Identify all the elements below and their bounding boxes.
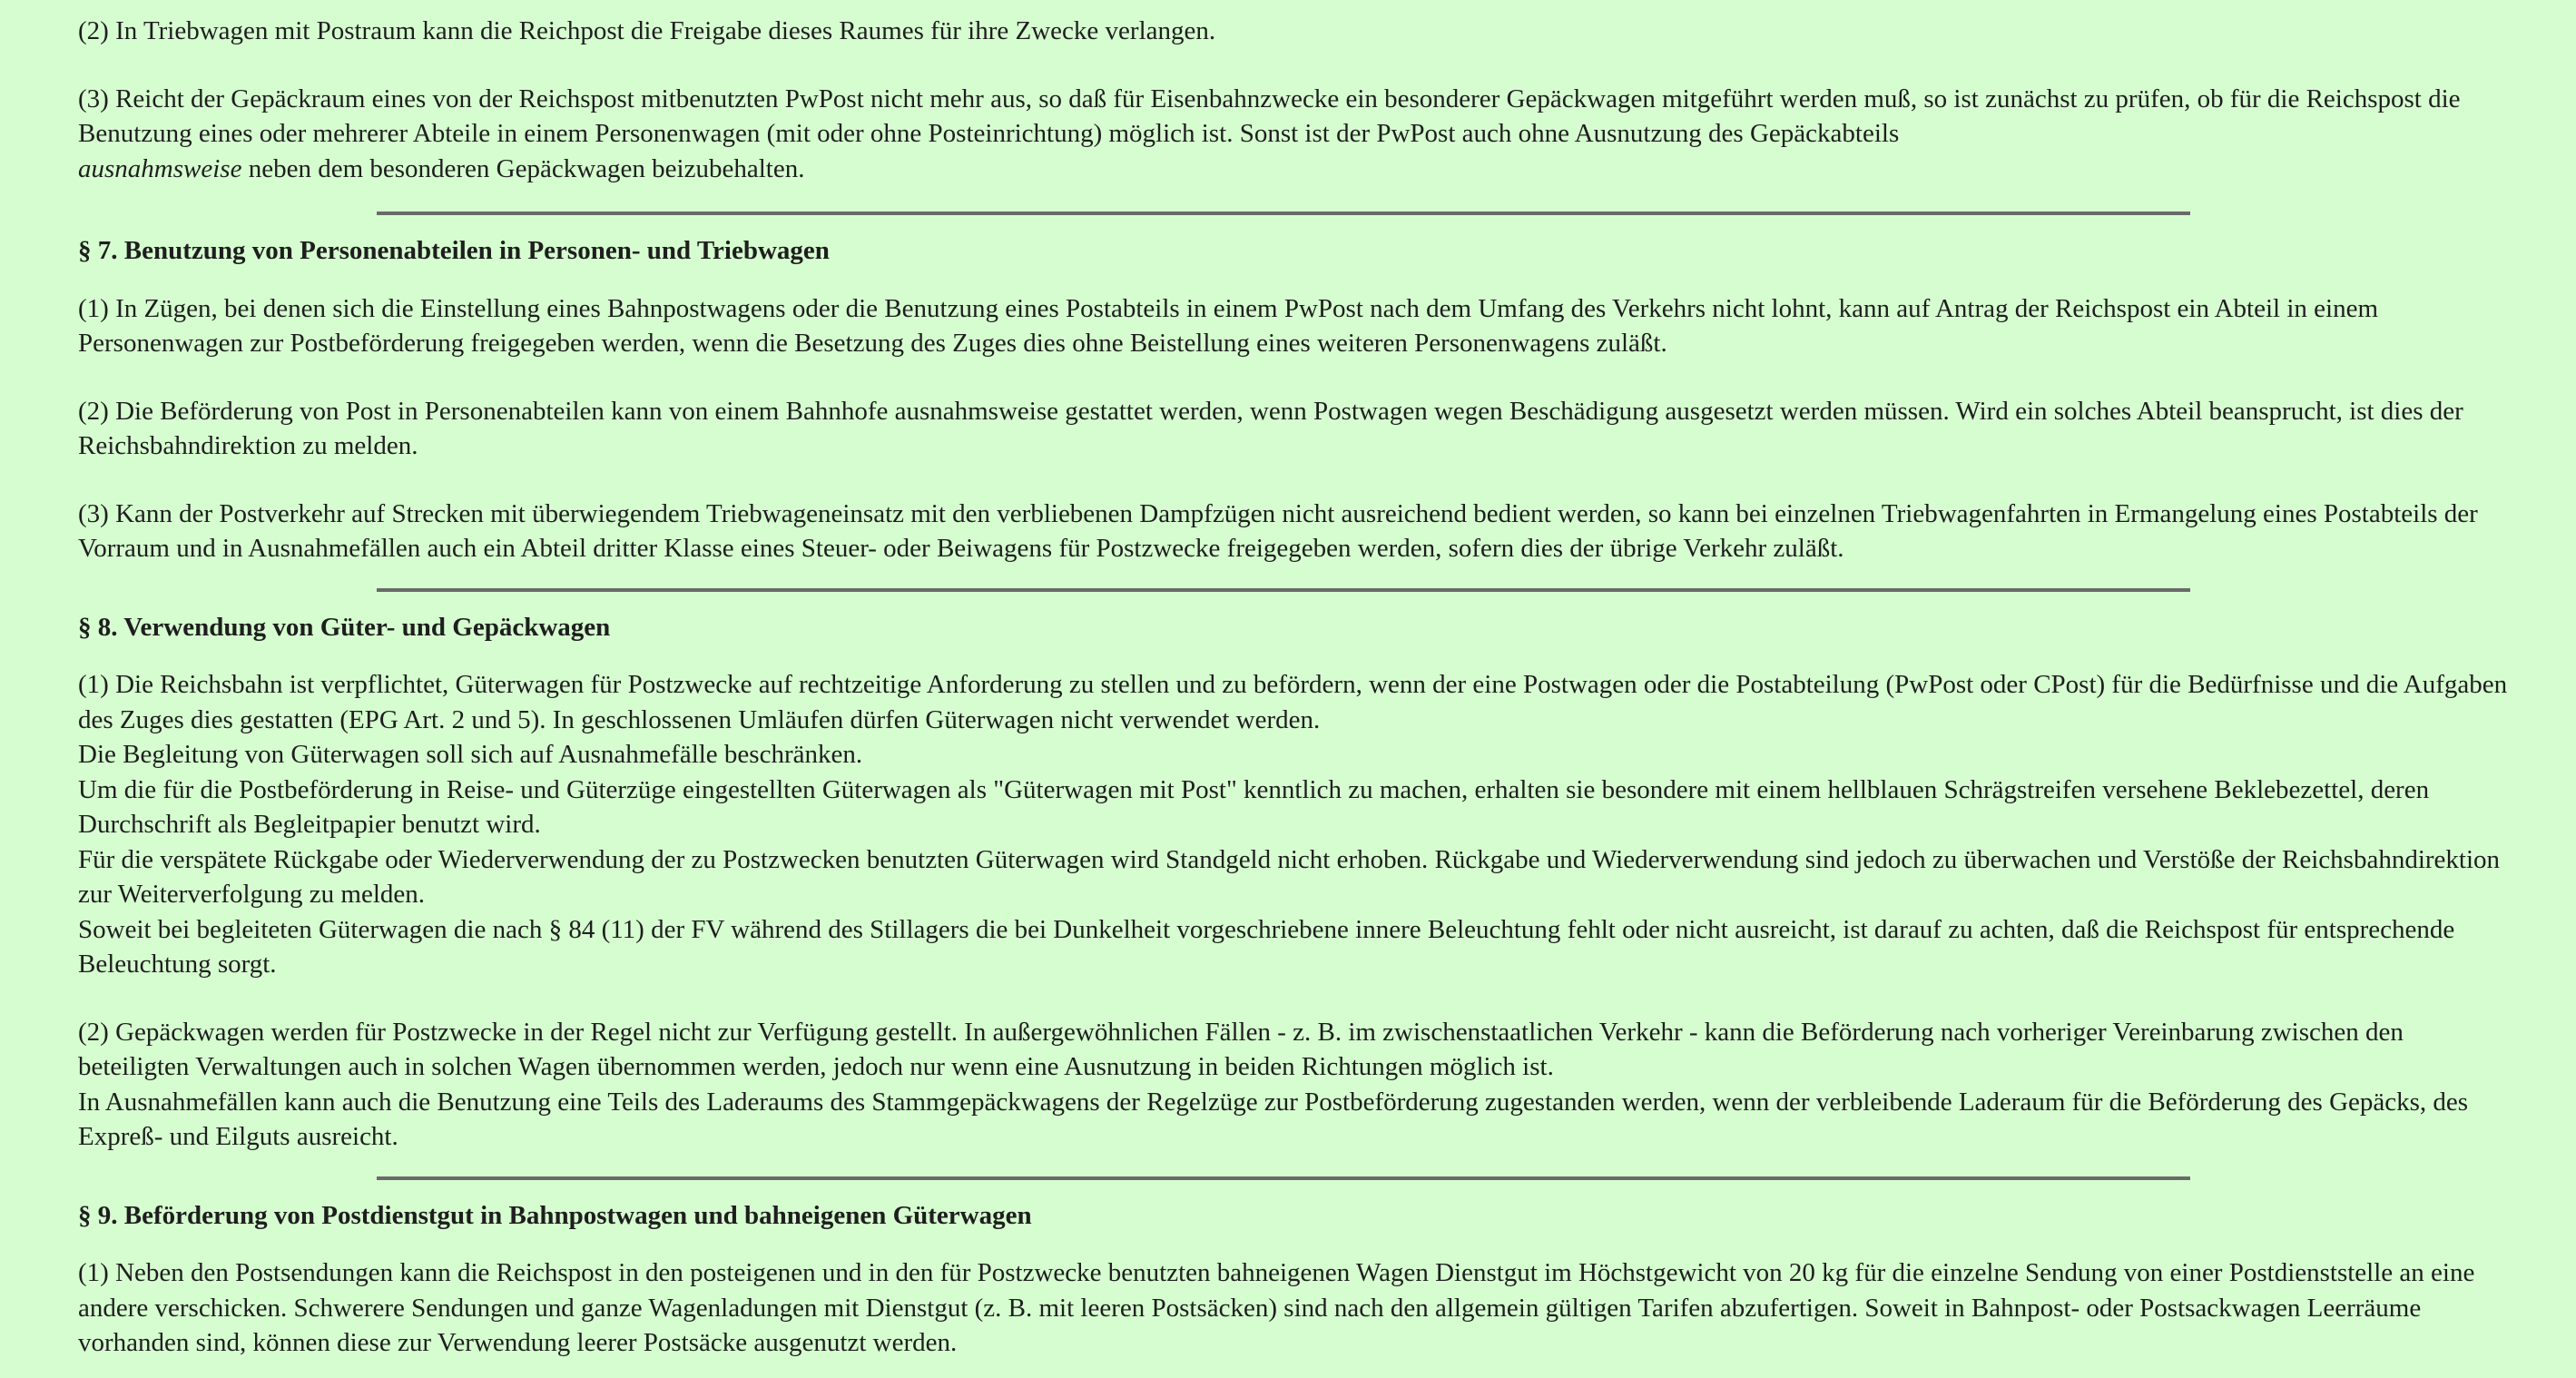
paragraph-8-2-line: (2) Gepäckwagen werden für Postzwecke in der Regel nicht zur Verfügung gestellt. In außergewöhnlichen Fällen - z. B. im zwischenstaatlichen Verkehr - kann die Beförderung nach vorheriger Vereinbarung zwischen den beteiligten Verwaltungen auch in solchen Wagen übernommen werden, jedoch nur wenn eine Ausnutzung in beiden Richtungen möglich ist. — [78, 1017, 2404, 1081]
paragraph-8-1-line: Um die für die Postbeförderung in Reise- und Güterzüge eingestellten Güterwagen als "Güterwagen mit Post" kenntlich zu machen, erhalten sie besondere mit einem hellblauen Schrägstreifen versehene Beklebezettel, deren Durchschrift als Begleitpapier benutzt wird. — [78, 774, 2430, 839]
emphasis-ausnahmsweise: ausnahmsweise — [78, 153, 242, 183]
paragraph-8-1-line: Für die verspätete Rückgabe oder Wiederverwendung der zu Postzwecken benutzten Güterwagen wird Standgeld nicht erhoben. Rückgabe und Wiederverwendung sind jedoch zu überwachen und Verstöße der Reichsbahndirektion zur Weiterverfolgung zu melden. — [78, 844, 2501, 909]
paragraph-8-1-line: Die Begleitung von Güterwagen soll sich auf Ausnahmefälle beschränken. — [78, 740, 863, 769]
paragraph-8-1-line: (1) Die Reichsbahn ist verpflichtet, Güterwagen für Postzwecke auf rechtzeitige Anforderung zu stellen und zu befördern, wenn der eine Postwagen oder die Postabteilung (PwPost oder CPost) für die Bedürfnisse und die Aufgaben des Zuges dies gestatten (EPG Art. 2 und 5). In geschlossenen Umläufen dürfen Güterwagen nicht verwendet werden. — [78, 670, 2508, 734]
paragraph-8-1 — [78, 667, 2511, 982]
section-7-heading: § 7. Benutzung von Personenabteilen in Personen- und Triebwagen — [78, 236, 830, 265]
paragraph-7-2: (2) Die Beförderung von Post in Personenabteilen kann von einem Bahnhofe ausnahmsweise gestattet werden, wenn Postwagen wegen Beschädigung ausgesetzt werden müssen. Wird ein solches Abteil beansprucht, ist dies der Reichsbahndirektion zu melden. — [78, 396, 2463, 460]
section-9-heading: § 9. Beförderung von Postdienstgut in Bahnpostwagen und bahneigenen Güterwagen — [78, 1200, 1032, 1230]
paragraph-8-2-line: In Ausnahmefällen kann auch die Benutzung eine Teils des Laderaums des Stammgepäckwagens der Regelzüge zur Postbeförderung zugestanden werden, wenn der verbleibende Laderaum für die Beförderung des Gepäcks, des Expreß- und Eilguts ausreicht. — [78, 1087, 2469, 1151]
paragraph-8-1-line: Soweit bei begleiteten Güterwagen die nach § 84 (11) der FV während des Stillagers die bei Dunkelheit vorgeschriebene innere Beleuchtung fehlt oder nicht ausreicht, ist darauf zu achten, daß die Reichspost für entsprechende Beleuchtung sorgt. — [78, 914, 2455, 979]
paragraph-7-1: (1) In Zügen, bei denen sich die Einstellung eines Bahnpostwagens oder die Benutzung eines Postabteils in einem PwPost nach dem Umfang des Verkehrs nicht lohnt, kann auf Antrag der Reichspost ein Abteil in einem Personenwagen zur Postbeförderung freigegeben werden, wenn die Besetzung des Zuges dies ohne Beistellung eines weiteren Personenwagens zuläßt. — [78, 293, 2379, 358]
paragraph-7-3: (3) Kann der Postverkehr auf Strecken mit überwiegendem Triebwageneinsatz mit den verbliebenen Dampfzügen nicht ausreichend bedient werden, so kann bei einzelnen Triebwagenfahrten in Ermangelung eines Postabteils der Vorraum und in Ausnahmefällen auch ein Abteil dritter Klasse eines Steuer- oder Beiwagens für Postzwecke freigegeben werden, sofern dies der übrige Verkehr zuläßt. — [78, 498, 2478, 563]
paragraph-6-2: (2) In Triebwagen mit Postraum kann die Reichpost die Freigabe dieses Raumes für ihre Zwecke verlangen. — [78, 16, 1216, 45]
paragraph-8-2 — [78, 1015, 2511, 1155]
document-body — [78, 14, 2511, 1361]
paragraph-6-3-tail: neben dem besonderen Gepäckwagen beizubehalten. — [241, 153, 805, 183]
paragraph-6-3 — [78, 82, 2511, 187]
section-8-heading: § 8. Verwendung von Güter- und Gepäckwagen — [78, 612, 611, 642]
paragraph-6-3-lead: (3) Reicht der Gepäckraum eines von der Reichspost mitbenutzten PwPost nicht mehr aus, so daß für Eisenbahnzwecke ein besonderer Gepäckwagen mitgeführt werden muß, so ist zunächst zu prüfen, ob für die Reichspost die Benutzung eines oder mehrerer Abteile in einem Personenwagen (mit oder ohne Posteinrichtung) möglich ist. Sonst ist der PwPost auch ohne Ausnutzung des Gepäckabteils — [78, 84, 2461, 148]
paragraph-9-1: (1) Neben den Postsendungen kann die Reichspost in den posteigenen und in den für Postzwecke benutzten bahneigenen Wagen Dienstgut im Höchstgewicht von 20 kg für die einzelne Sendung von einer Postdienststelle an eine andere verschicken. Schwerere Sendungen und ganze Wagenladungen mit Dienstgut (z. B. mit leeren Postsäcken) sind nach den allgemein gültigen Tarifen abzufertigen. Soweit in Bahnpost- oder Postsackwagen Leerräume vorhanden sind, können diese zur Verwendung leerer Postsäcke ausgenutzt werden. — [78, 1258, 2475, 1357]
